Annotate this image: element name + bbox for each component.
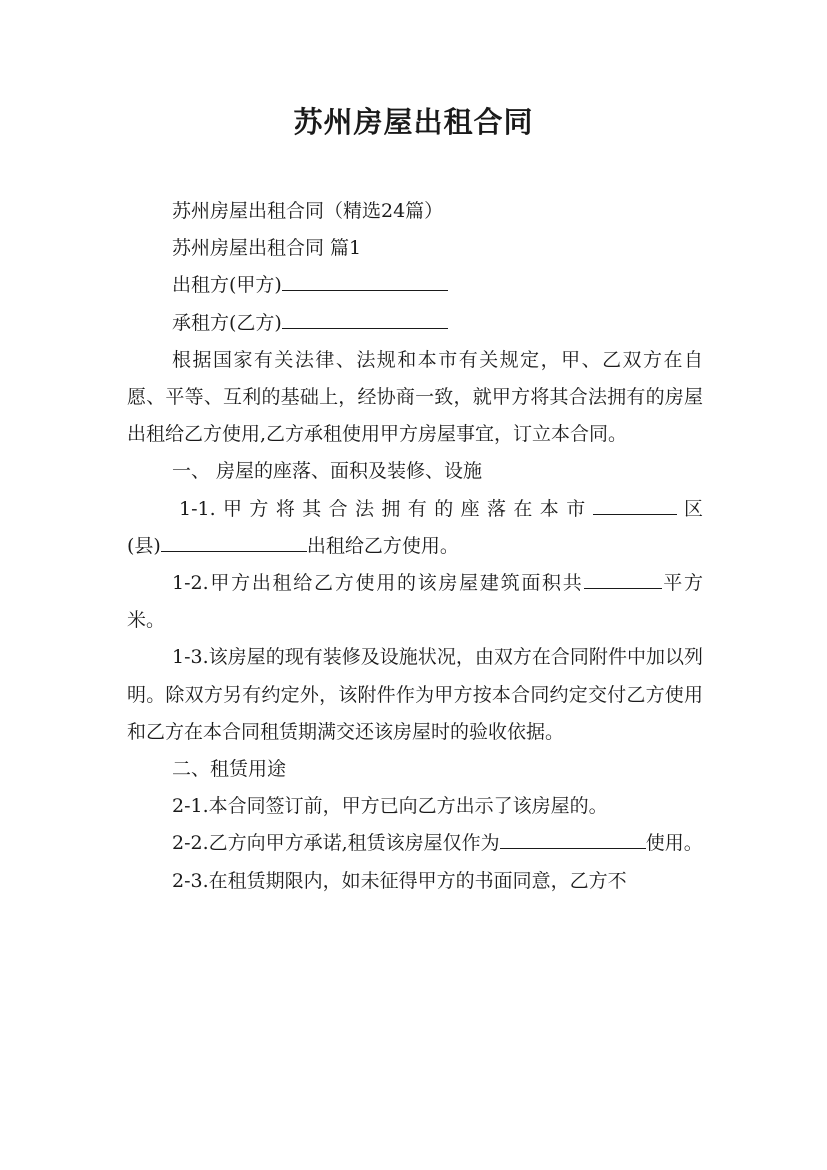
county-blank	[161, 529, 307, 552]
purpose-blank	[500, 826, 646, 849]
document-body	[127, 193, 703, 900]
clause-2-1: 2-1.本合同签订前，甲方已向乙方出示了该房屋的。	[172, 795, 608, 818]
clause-1-2	[127, 565, 703, 639]
clause-2-3: 2-3.在租赁期限内，如未征得甲方的书面同意，乙方不	[172, 869, 627, 892]
lessee-label: 承租方(乙方)	[172, 311, 282, 334]
clause-1-2-tail: 平方米。	[127, 572, 703, 632]
clause-1-1-line-2	[127, 528, 703, 565]
section-heading: 苏州房屋出租合同 篇1	[172, 237, 362, 260]
clause-1-1-line-1	[127, 491, 703, 528]
clause-2-2	[127, 825, 703, 862]
clause-1-2-text: 1-2.甲方出租给乙方使用的该房屋建筑面积共	[172, 572, 584, 595]
clause-2-2-text: 2-2.乙方向甲方承诺,租赁该房屋仅作为	[172, 832, 500, 855]
lessor-label: 出租方(甲方)	[172, 274, 282, 297]
area-blank	[584, 566, 662, 589]
clause-1-1-tail: 出租给乙方使用。	[306, 534, 459, 557]
article-2-heading: 二、租赁用途	[172, 758, 287, 781]
article-1-heading: 一、 房屋的座落、面积及装修、设施	[172, 460, 483, 483]
lessor-blank	[282, 268, 448, 291]
clause-2-2-tail: 使用。	[645, 832, 703, 855]
document-title: 苏州房屋出租合同	[293, 105, 534, 139]
district-blank	[593, 492, 677, 515]
county-label: (县)	[127, 534, 161, 557]
lessor-line	[127, 267, 703, 304]
clause-1-3: 1-3.该房屋的现有装修及设施状况，由双方在合同附件中加以列明。除双方另有约定外，该附件作为甲方按本合同约定交付乙方使用和乙方在本合同租赁期满交还该房屋时的验收依据。	[127, 646, 703, 743]
lessee-blank	[282, 306, 448, 329]
lessee-line	[127, 305, 703, 342]
district-label: 区	[676, 497, 703, 520]
document-subtitle: 苏州房屋出租合同（精选24篇）	[172, 200, 444, 222]
preamble-paragraph: 根据国家有关法律、法规和本市有关规定，甲、乙双方在自愿、平等、互利的基础上，经协商一致，就甲方将其合法拥有的房屋出租给乙方使用,乙方承租使用甲方房屋事宜，订立本合同。	[127, 348, 703, 446]
clause-1-1-text: 1-1.甲方将其合法拥有的座落在本市	[179, 497, 593, 520]
